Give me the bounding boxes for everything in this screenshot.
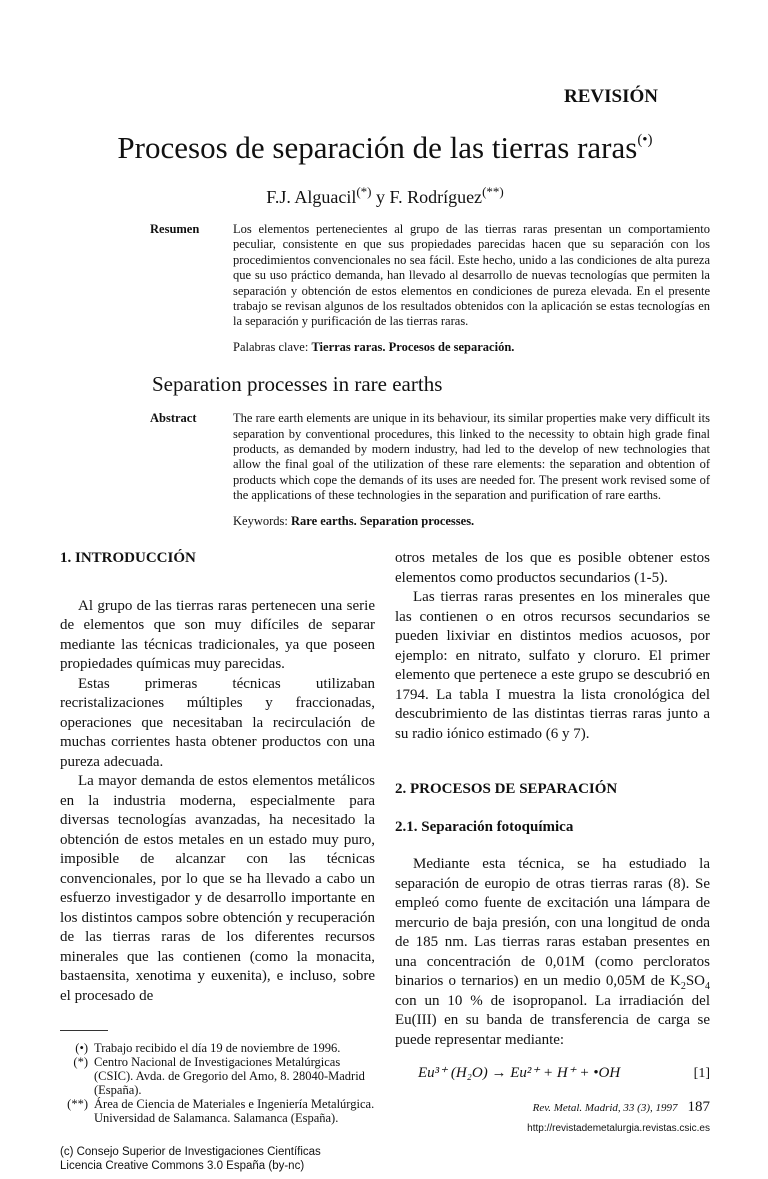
footnote-mark: (•) xyxy=(75,1041,88,1056)
author-name: F.J. Alguacil xyxy=(266,187,357,207)
resumen-text: Los elementos pertenecientes al grupo de las tierras raras presentan un comportamiento peculiar, consistente en que sus propiedades parecidas hacen que su separación con los procedimientos convencionales no sea fácil. Este hecho, unido a las condiciones de alta pureza que su uso práctico demanda, han llevado al desarrollo de nuevas tecnologías que permiten la separación y obtención de estos elementos en condiciones de pureza elevada. En el presente trabajo se revisan algunos de los resultados obtenidos con la aplicación se estas tecnologías en la separación y purificación de las tierras raras. xyxy=(233,222,710,329)
paper-title xyxy=(60,130,710,166)
text: con un 10 % de isopropanol. La irradiación del Eu(III) en su banda de transferencia de carga se puede representar mediante: xyxy=(395,992,710,1048)
abstract-block xyxy=(150,411,710,503)
section-heading: 1. INTRODUCCIÓN xyxy=(60,550,196,567)
footnote-mark: (*) xyxy=(73,1055,88,1070)
abstract-label: Abstract xyxy=(150,411,197,426)
paragraph xyxy=(395,855,710,1050)
footnote-text: Trabajo recibido el día 19 de noviembre de 1996. xyxy=(94,1041,341,1056)
abstract-text: The rare earth elements are unique in its behaviour, its similar properties make very difficult its separation by conventional procedures, this linked to the necessity to obtain high grade final products, as demanded by modern industry, had led to the develop of new technologies that allow the final goal of the utilization of these rare elements: the separation and obtention of products which cope the demands of its uses are needed for. The present work revised some of the applications of these technologies in the separation and purification of rare earths. xyxy=(233,411,710,503)
paragraph: otros metales de los que es posible obtener estos elementos como productos secundarios (1-5). xyxy=(395,550,710,586)
footnote xyxy=(60,1041,375,1055)
resumen-label: Resumen xyxy=(150,222,200,236)
equation-row xyxy=(395,1064,710,1084)
footnotes xyxy=(60,1041,375,1125)
left-column xyxy=(60,549,375,1173)
author-mark: (*) xyxy=(356,184,372,199)
english-title: Separation processes in rare earths xyxy=(152,372,443,397)
page-footer xyxy=(395,1098,710,1119)
paragraph: Al grupo de las tierras raras pertenecen una serie de elementos que son muy difíciles de separar mediante las técnicas tradicionales, ya que poseen propiedades químicas muy parecidas. xyxy=(60,597,375,673)
equation-number: [1] xyxy=(693,1066,710,1082)
keywords: Rare earths. Separation processes. xyxy=(290,513,475,528)
section-heading: 2. PROCESOS DE SEPARACIÓN xyxy=(395,781,618,798)
paragraph: La mayor demanda de estos elementos metálicos en la industria moderna, especialmente para diversas tecnologías avanzadas, ha necesitado la obtención de estos metales en un estado muy puro, imposible de alcanzar con las técnicas convencionales, por lo que se ha llevado a cabo un esfuerzo investigador y de desarrollo importante en los distintos campos sobre obtención y recuperación de las tierras raras de los diferentes recursos minerales que las contienen (como la monacita, bastaensita, xenotima y euxenita), e incluso, sobre el procesado de xyxy=(60,773,375,1004)
license-line: Licencia Creative Commons 3.0 España (by-nc) xyxy=(60,1160,305,1173)
footnote xyxy=(60,1055,375,1097)
footnote-text: Área de Ciencia de Materiales e Ingeniería Metalúrgica. Universidad de Salamanca. Salamanca (España). xyxy=(94,1097,375,1126)
resumen-block xyxy=(150,222,710,330)
author-mark: (**) xyxy=(482,184,504,199)
keywords-label: Palabras clave: xyxy=(233,339,312,354)
title-text: Procesos de separación de las tierras raras xyxy=(117,130,638,165)
title-footnote-mark: (•) xyxy=(637,132,653,148)
keywords: Tierras raras. Procesos de separación. xyxy=(311,339,515,354)
journal-reference: Rev. Metal. Madrid, 33 (3), 1997 xyxy=(532,1101,678,1114)
page-number: 187 xyxy=(687,1098,710,1115)
journal-url[interactable]: http://revistademetalurgia.revistas.csic.es xyxy=(527,1123,710,1135)
paragraph: Estas primeras técnicas utilizaban recristalizaciones múltiples y fraccionadas, operaciones que necesitaban la recirculación de muchas corrientes hasta obtener productos con una pureza adecuada. xyxy=(60,675,375,770)
right-column xyxy=(395,549,710,1173)
subscript: 2 xyxy=(680,981,686,993)
keywords-label: Keywords: xyxy=(233,513,291,528)
footnote-text: Centro Nacional de Investigaciones Metalúrgicas (CSIC). Avda. de Gregorio del Amo, 8. 28040-Madrid (España). xyxy=(94,1055,365,1098)
abstract-keywords xyxy=(233,514,710,529)
license-notice xyxy=(60,1145,375,1173)
resumen-keywords xyxy=(233,340,710,355)
footnote xyxy=(60,1097,375,1125)
authors xyxy=(60,186,710,208)
author-name: F. Rodríguez xyxy=(389,187,483,207)
footnote-mark: (**) xyxy=(67,1097,88,1112)
license-line: (c) Consejo Superior de Investigaciones Científicas xyxy=(60,1146,321,1159)
body-columns xyxy=(60,549,710,1173)
text: Mediante esta técnica, se ha estudiado la separación de europio de otras tierras raras (8). Se empleó como fuente de excitación una lámpara de mercurio de baja presión, con una longitud de onda de 185 nm. Las tierras raras estaban presentes en una concentración de 0,01M (como percloratos binarios o ternarios) en un medio 0,05M de K xyxy=(395,856,710,990)
footnote-divider xyxy=(60,1030,108,1031)
text: SO xyxy=(685,973,705,990)
equation: Eu³⁺ (H₂O) → Eu²⁺ + H⁺ + •OH xyxy=(418,1065,621,1082)
author-separator: y xyxy=(371,187,390,207)
paragraph: Las tierras raras presentes en los minerales que las contienen o en otros recursos secundarios se pueden lixiviar en distintos medios acuosos, por ejemplo: en nitrato, sulfato y cloruro. El primer elemento que pertenece a este grupo se descubrió en 1794. La tabla I muestra la lista cronológica del descubrimiento de las distintas tierras raras junto a su radio iónico estimado (6 y 7). xyxy=(395,589,710,742)
subscript: 4 xyxy=(705,981,710,993)
subsection-heading: 2.1. Separación fotoquímica xyxy=(395,818,574,835)
section-label: REVISIÓN xyxy=(564,86,658,107)
